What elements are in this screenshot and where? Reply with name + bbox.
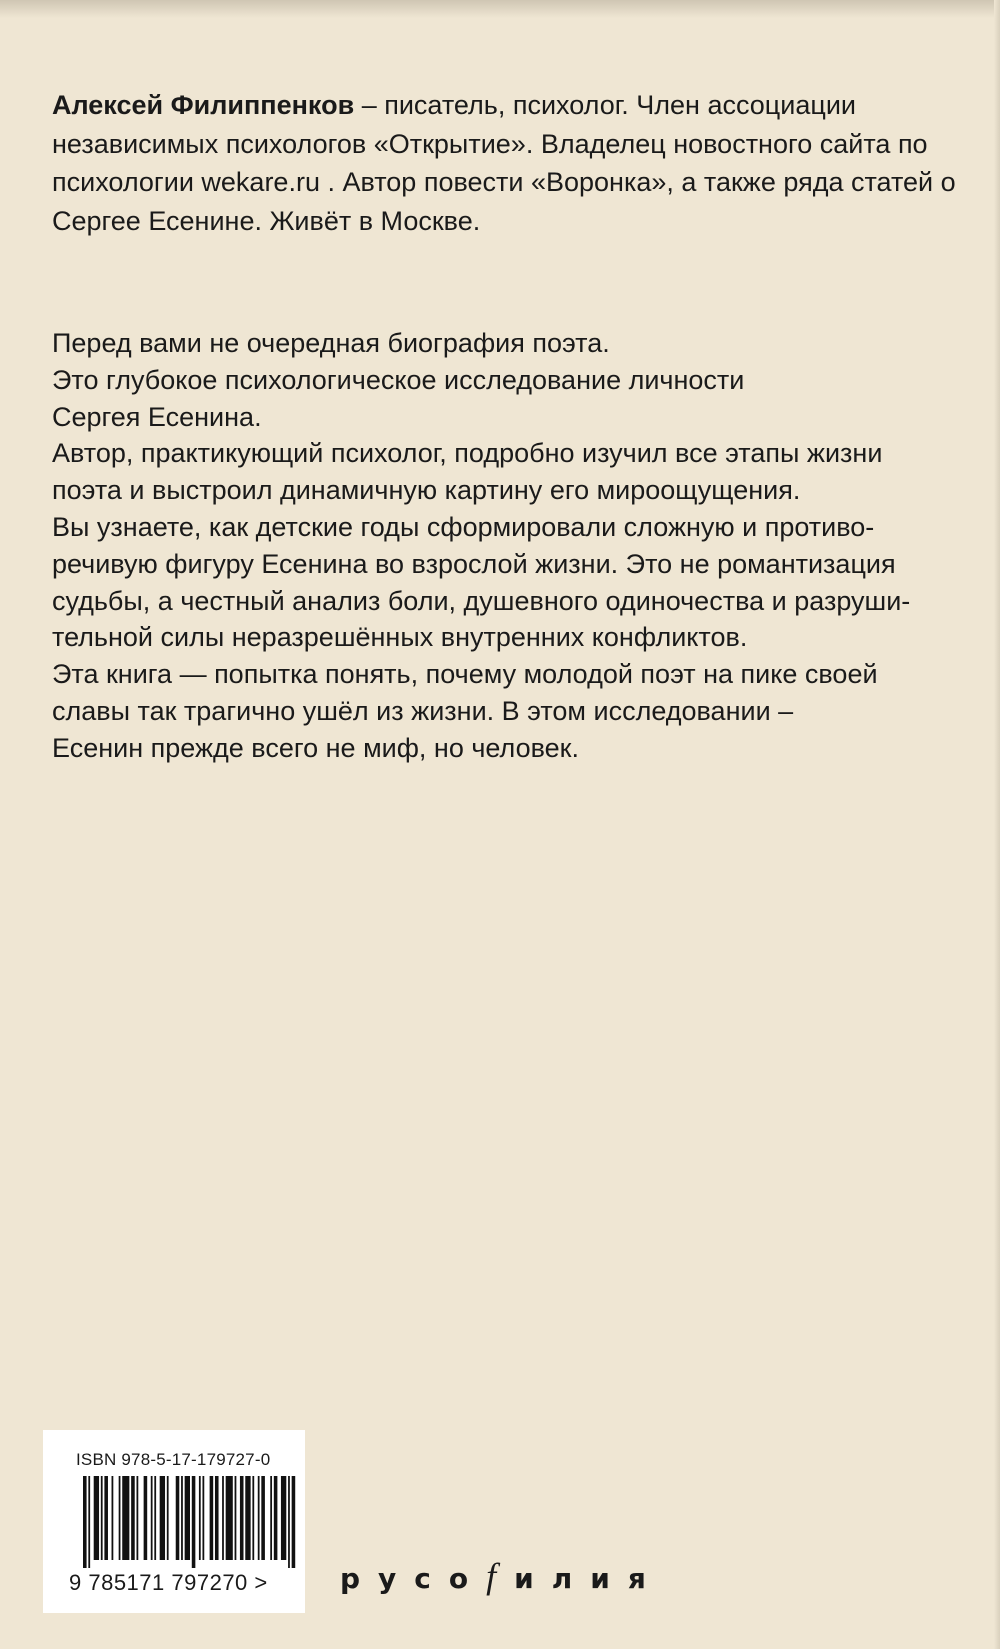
- barcode-bar: [137, 1476, 139, 1560]
- annotation-line: Есенин прежде всего не миф, но человек.: [52, 732, 579, 763]
- isbn-label: ISBN 978-5-17-179727-0: [76, 1450, 271, 1469]
- barcode-bar: [131, 1476, 135, 1560]
- annotation-line: Эта книга — попытка понять, почему молодой поэт на пике своей: [52, 659, 878, 690]
- barcode-bar: [202, 1476, 204, 1560]
- annotation-line: славы так трагично ушёл из жизни. В этом исследовании –: [52, 695, 794, 726]
- barcode-bar: [245, 1476, 250, 1560]
- author-bio: [52, 86, 957, 240]
- author-name: Алексей Филиппенков: [52, 90, 355, 120]
- barcode-bar: [160, 1476, 165, 1560]
- annotation-line: судьбы, а честный анализ боли, душевного одиночества и разруши-: [52, 585, 911, 616]
- annotation-line: Сергея Есенина.: [52, 401, 262, 432]
- annotation-line: поэта и выстроил динамичную картину его мироощущения.: [52, 475, 801, 506]
- publisher-logo: [340, 1555, 664, 1597]
- barcode-bar: [151, 1476, 153, 1560]
- author-bio-text: – писатель, психолог. Член ассоциации независимых психологов «Открытие». Владелец новостного сайта по психологии wekare.ru . Автор повести «Воронка», а также ряда статей о Сергее Есенине. Живёт в Москве.: [52, 90, 956, 236]
- barcode-bar: [292, 1476, 296, 1568]
- barcode-bar: [261, 1476, 265, 1560]
- barcode-digits: 9 785171 797270 >: [69, 1570, 268, 1595]
- barcode-bar: [274, 1476, 278, 1560]
- publisher-logo-part2: илия: [514, 1562, 664, 1595]
- barcode-bar: [144, 1476, 148, 1560]
- barcode-icon: [83, 1476, 297, 1568]
- barcode-bar: [235, 1476, 237, 1560]
- barcode-bar: [122, 1476, 129, 1560]
- book-annotation: [52, 325, 957, 767]
- barcode-bar: [181, 1476, 183, 1560]
- publisher-logo-f: f: [486, 1556, 515, 1596]
- annotation-line: Вы узнаете, как детские годы сформировали сложную и противо-: [52, 511, 875, 542]
- annotation-line: Перед вами не очередная биография поэта.: [52, 328, 610, 358]
- barcode-bar: [112, 1476, 114, 1560]
- annotation-line: Это глубокое психологическое исследование личности: [52, 364, 745, 395]
- isbn-barcode-block: [43, 1430, 305, 1613]
- barcode-bar: [240, 1476, 244, 1560]
- barcode-bar: [192, 1476, 196, 1568]
- barcode-bar: [226, 1476, 233, 1560]
- barcode-bar: [119, 1476, 121, 1560]
- barcode-bar: [185, 1476, 190, 1560]
- barcode-bar: [215, 1476, 219, 1560]
- cover-right-edge: [994, 0, 1000, 1649]
- publisher-logo-part1: русо: [340, 1562, 487, 1595]
- barcode-bar: [104, 1476, 108, 1560]
- annotation-line: речивую фигуру Есенина во взрослой жизни. Это не романтизация: [52, 548, 896, 579]
- barcode-bar: [101, 1476, 103, 1560]
- barcode-bar: [199, 1476, 201, 1560]
- barcode-bar: [210, 1476, 214, 1560]
- annotation-line: тельной силы неразрешённых внутренних конфликтов.: [52, 622, 748, 653]
- barcode-bar: [167, 1476, 169, 1560]
- barcode-bar: [176, 1476, 180, 1560]
- annotation-line: Автор, практикующий психолог, подробно изучил все этапы жизни: [52, 438, 883, 469]
- barcode-bar: [252, 1476, 254, 1560]
- barcode-bar: [154, 1476, 156, 1560]
- barcode-bar: [88, 1476, 90, 1568]
- barcode-bar: [270, 1476, 272, 1560]
- barcode-bar: [281, 1476, 286, 1560]
- barcode-bar: [288, 1476, 290, 1568]
- barcode-bar: [94, 1476, 99, 1560]
- cover-top-edge: [0, 0, 1000, 18]
- barcode-bar: [83, 1476, 87, 1568]
- barcode-bar: [258, 1476, 260, 1560]
- barcode-bar: [222, 1476, 224, 1560]
